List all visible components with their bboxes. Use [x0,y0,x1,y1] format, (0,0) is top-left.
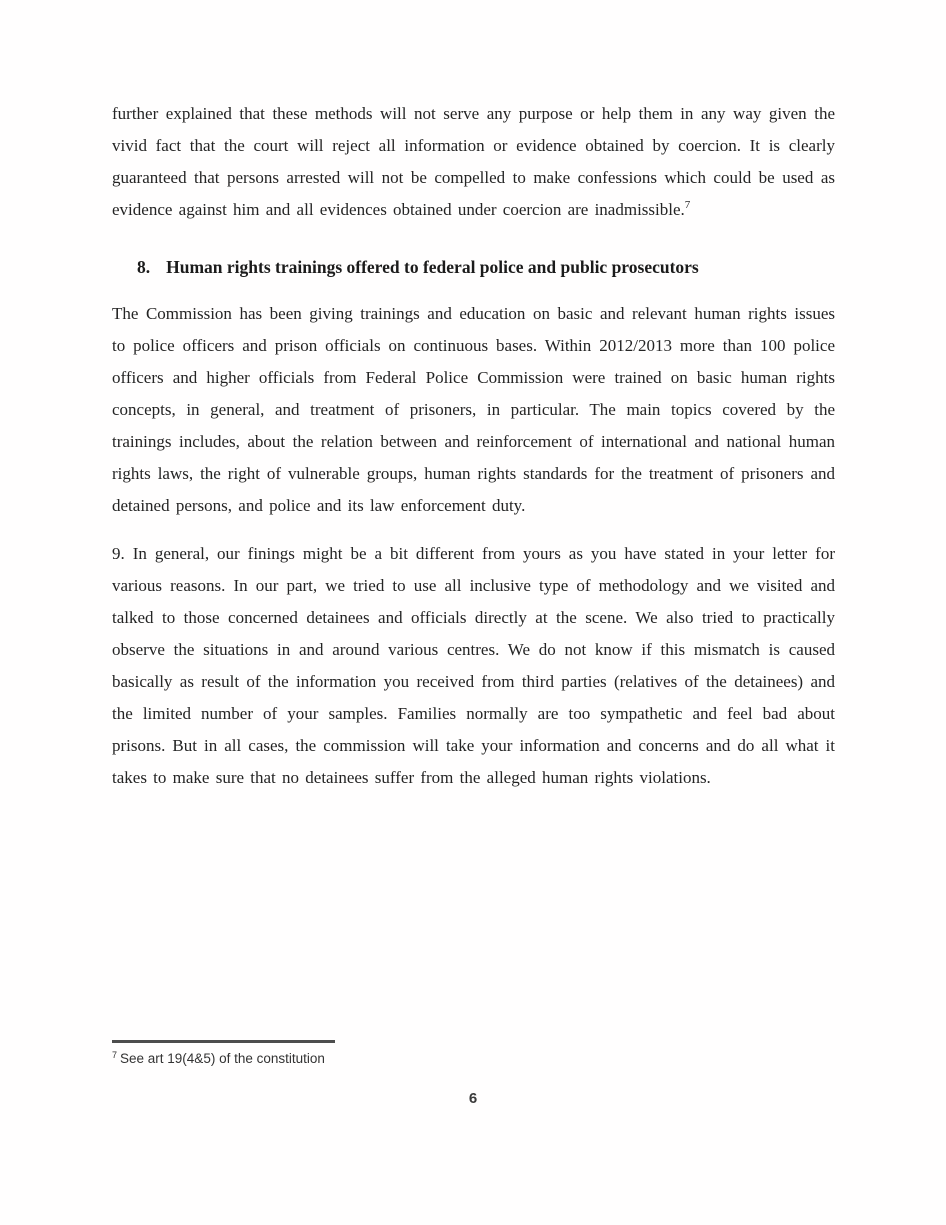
paragraph-9: 9. In general, our finings might be a bit different from yours as you have stated in your letter for various reasons. In our part, we tried to use all inclusive type of methodology and we visited and talked to those concerned detainees and officials directly at the scene. We also tried to practically observe the situations in and around various centres. We do not know if this mismatch is caused basically as result of the information you received from third parties (relatives of the detainees) and the limited number of your samples. Families normally are too sympathetic and feel bad about prisons. But in all cases, the commission will take your information and concerns and do all what it takes to make sure that no detainees suffer from the alleged human rights violations. [112,544,835,787]
page-number: 6 [468,1090,478,1107]
page-body [112,98,835,794]
footnote-area [112,1040,835,1067]
footnote-text: See art 19(4&5) of the constitution [120,1051,325,1066]
continued-paragraph-text: further explained that these methods will not serve any purpose or help them in any way given the vivid fact that the court will reject all information or evidence obtained by coercion. It is clearly guaranteed that persons arrested will not be compelled to make confessions which could be used as evidence against him and all evidences obtained under coercion are inadmissible. [112,104,835,219]
footnote-reference-marker: 7 [684,199,691,211]
section-8-title: Human rights trainings offered to federal police and public prosecutors [166,257,699,277]
footnote-number: 7 [112,1050,118,1060]
section-8-paragraph: The Commission has been giving trainings and education on basic and relevant human rights issues to police officers and prison officials on continuous bases. Within 2012/2013 more than 100 police officers and higher officials from Federal Police Commission were trained on basic human rights concepts, in general, and treatment of prisoners, in particular. The main topics covered by the trainings includes, about the relation between and reinforcement of international and national human rights laws, the right of vulnerable groups, human rights standards for the treatment of prisoners and detained persons, and police and its law enforcement duty. [112,304,835,515]
footnote [112,1050,835,1067]
footnote-separator-rule [112,1040,335,1043]
section-8-heading [137,251,835,283]
section-8-number: 8. [137,257,151,277]
continued-paragraph [112,98,835,226]
